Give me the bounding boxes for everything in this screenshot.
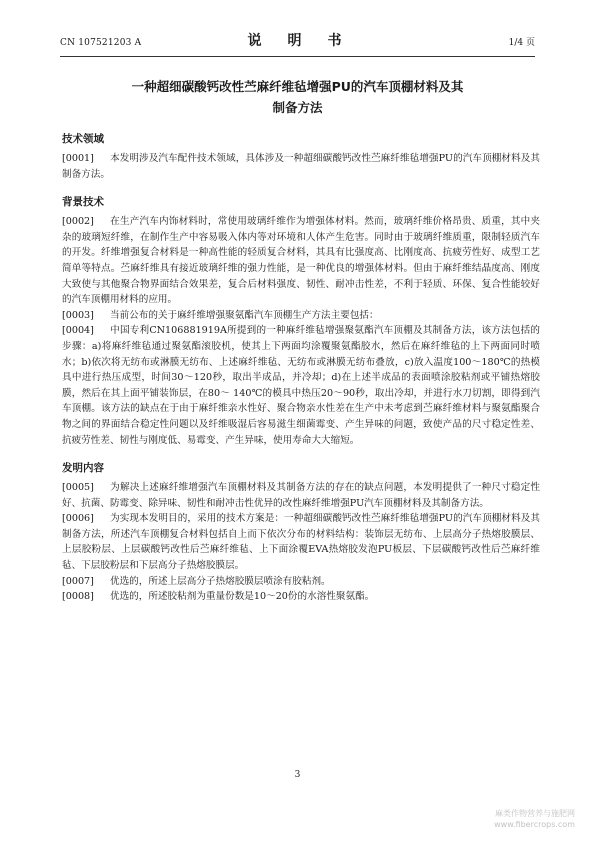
paragraph-text: 优选的，所述胶粘剂为重量份数是10～20份的水溶性聚氨酯。: [110, 591, 375, 603]
paragraph-text: 优选的，所述上层高分子热熔胶膜层喷涂有胶粘剂。: [110, 575, 331, 587]
paragraph-text: 为实现本发明目的，采用的技术方案是：一种超细碳酸钙改性苎麻纤维毡增强PU的汽车顶棚材料及其制备方法，所述汽车顶棚复合材料包括自上而下依次分布的材料结构：装饰层无纺布、上层高分子热熔胶膜层、上层胶粉层、上层碳酸钙改性后苎麻纤维毡、上下面涂覆EVA热熔胶发泡PU板层、下层碳酸钙改性后苎麻纤维毡、下层胶粉层和下层高分子热熔胶膜层。: [62, 513, 540, 572]
page-header: [60, 32, 535, 54]
section-heading-invention: 发明内容: [62, 462, 104, 475]
paragraph-0003: [62, 308, 540, 324]
section-heading-field: 技术领域: [62, 133, 104, 145]
document-body: [62, 132, 540, 605]
document-type: 说 明 书: [247, 33, 348, 49]
paragraph-0007: [62, 574, 540, 590]
paragraph-number: [0005]: [62, 482, 94, 494]
paragraph-0002: [62, 214, 540, 308]
paragraph-number: [0004]: [62, 325, 94, 337]
paragraph-0004: [62, 323, 540, 448]
title-line-2: 制备方法: [272, 100, 323, 115]
title-line-1: 一种超细碳酸钙改性苎麻纤维毡增强PU的汽车顶棚材料及其: [131, 79, 464, 94]
publication-number: CN 107521203 A: [60, 38, 142, 48]
paragraph-0006: [62, 511, 540, 573]
watermark-url: www.fibercrops.com: [494, 820, 575, 829]
paragraph-text: 为解决上述麻纤维增强汽车顶棚材料及其制备方法的存在的缺点问题，本发明提供了一种尺寸稳定性好、抗菌、防霉变、除异味、韧性和耐冲击性优异的改性麻纤维增强PU汽车顶棚材料及其制备方法。: [62, 482, 540, 509]
paragraph-0005: [62, 480, 540, 511]
watermark: [494, 808, 575, 830]
paragraph-number: [0006]: [62, 513, 94, 525]
paragraph-0008: [62, 589, 540, 605]
paragraph-number: [0007]: [62, 575, 94, 587]
paragraph-0001: [62, 151, 540, 182]
paragraph-number: [0002]: [62, 216, 94, 228]
section-heading-background: 背景技术: [62, 196, 104, 209]
paragraph-text: 在生产汽车内饰材料时，常使用玻璃纤维作为增强体材料。然而，玻璃纤维价格昂贵、质重，其中夹杂的玻璃短纤维，在制作生产中容易吸入体内等对环境和人体产生危害。同时由于玻璃纤维质重，限制轻质汽车的开发。纤维增强复合材料是一种高性能的轻质复合材料，其具有比强度高、比刚度高、抗疲劳性好、成型工艺简单等特点。苎麻纤维具有接近玻璃纤维的强力性能，是一种优良的增强体材料。但由于麻纤维结晶度高、刚度大致使与其他聚合物界面结合效果差，复合后材料强度、韧性、耐冲击性差，不利于轻质、环保、复合性能较好的汽车顶棚用材料的应用。: [62, 216, 540, 306]
watermark-site-name: 麻类作物营养与施肥网: [495, 809, 575, 818]
paragraph-number: [0003]: [62, 309, 94, 321]
paragraph-text: 当前公布的关于麻纤维增强聚氨酯汽车顶棚生产方法主要包括：: [110, 309, 379, 321]
page-number: 3: [294, 770, 301, 780]
document-title: [60, 76, 535, 118]
paragraph-number: [0008]: [62, 591, 94, 603]
header-rule: [60, 56, 535, 57]
paragraph-text: 中国专利CN106881919A所提到的一种麻纤维毡增强聚氨酯汽车顶棚及其制备方法，该方法包括的步骤：a)将麻纤维毡通过聚氨酯滚胶机，使其上下两面均涂覆聚氨酯胶水，然后在麻纤维毡的上下两面同时喷水；b)依次将无纺布或淋膜无纺布、上述麻纤维毡、无纺布或淋膜无纺布叠放，c)放入温度100～180℃的热模具中进行热压成型，时间30～120秒，取出半成品，并冷却；d)在上述半成品的表面喷涂胶粘剂或平铺热熔胶膜，然后在其上面平铺装饰层，在80～ 140℃的模具中热压20～90秒，取出冷却，并进行水刀切割，即得到汽车顶棚。该方法的缺点在于由于麻纤维亲水性好、聚合物亲水性差在生产中未考虑到苎麻纤维材料与聚氨酯聚合物之间的界面结合稳定性问题以及纤维吸湿后容易滋生细菌霉变、产生异味的问题，致使产品的尺寸稳定性差、抗疲劳性差、韧性与刚度低、易霉变、产生异味，使用寿命大大缩短。: [62, 325, 540, 446]
page-indicator: 1/4 页: [508, 38, 535, 48]
paragraph-text: 本发明涉及汽车配件技术领域，具体涉及一种超细碳酸钙改性苎麻纤维毡增强PU的汽车顶棚材料及其制备方法。: [62, 153, 540, 180]
paragraph-number: [0001]: [62, 153, 94, 164]
